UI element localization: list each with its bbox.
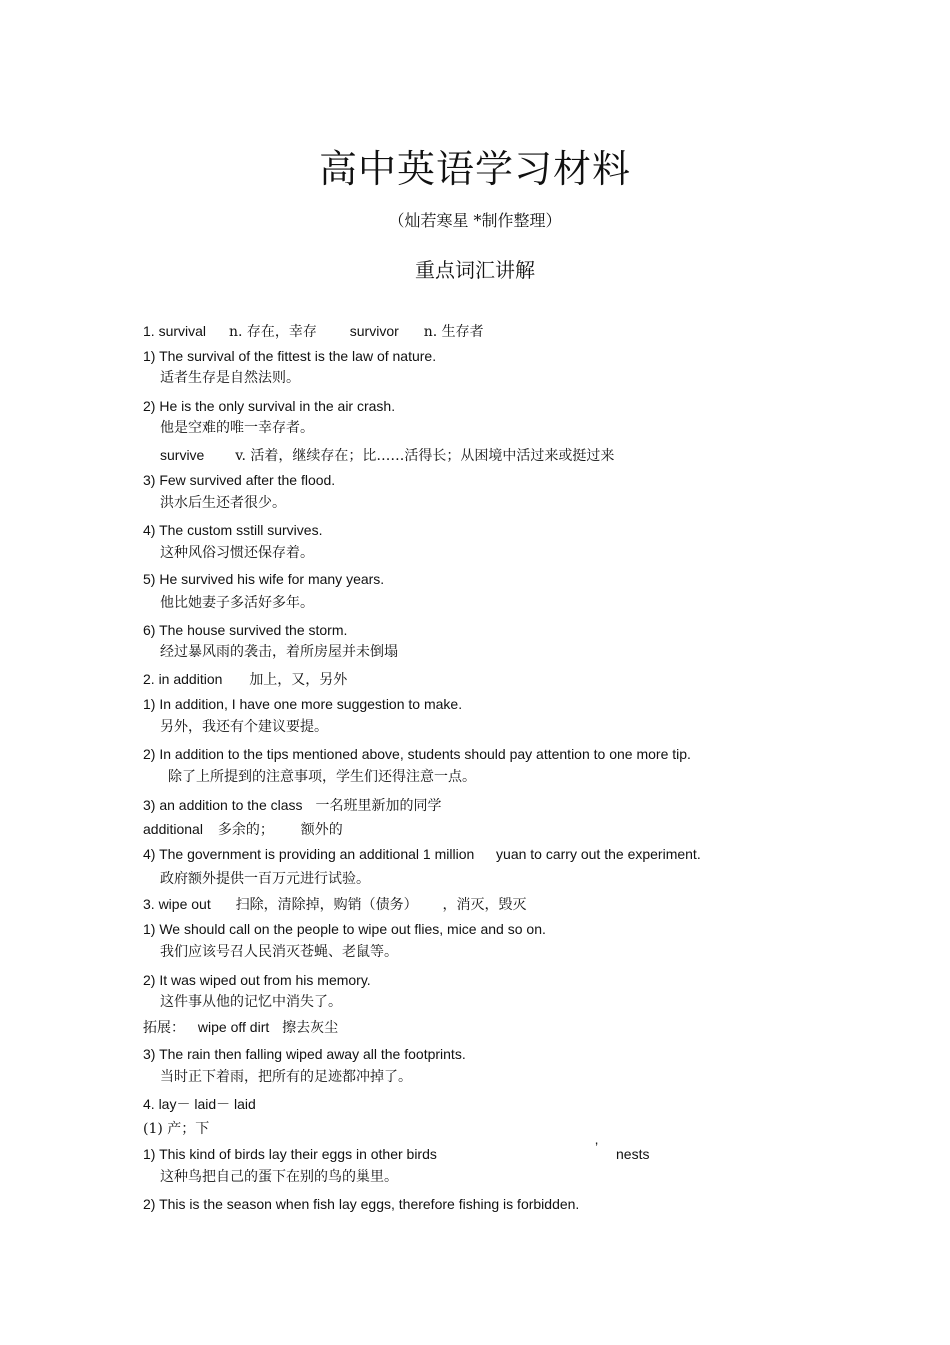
sentence-part: yuan to carry out the experiment. [496,846,701,862]
entry-heading-survival [143,322,484,341]
headword: survive [160,447,205,463]
apostrophe: ’ [595,1139,599,1155]
example-translation: 洪水后生还者很少。 [160,495,286,511]
definition: 多余的； [217,822,274,838]
example-translation: 这种鸟把自己的蛋下在别的鸟的巢里。 [160,1169,398,1185]
definition: n. 存在，幸存 [228,324,317,340]
entry-subheading-survive [160,446,614,465]
definition: 额外的 [300,822,343,838]
example-sentence: 4) The custom sstill survives. [143,522,323,538]
example-sentence: 3) The rain then falling wiped away all the footprints. [143,1046,466,1062]
example-sentence [143,845,701,863]
headword: 1. survival [143,323,207,339]
example-sentence: 3) Few survived after the flood. [143,472,336,488]
entry-heading-wipe-out [143,895,527,914]
headword: 2. in addition [143,671,223,687]
example-sentence: 2) In addition to the tips mentioned above, students should pay attention to one more tip. [143,746,691,762]
headword: 3. wipe out [143,896,211,912]
example-translation: 适者生存是自然法则。 [160,370,300,386]
entry-heading-lay: 4. lay－ laid－ laid [143,1096,256,1112]
example-translation: 除了上所提到的注意事项，学生们还得注意一点。 [168,769,476,785]
sense-heading: (1) 产；下 [143,1121,210,1137]
example-translation: 这件事从他的记忆中消失了。 [160,994,342,1010]
example-translation: 当时正下着雨，把所有的足迹都冲掉了。 [160,1069,412,1085]
entry-subheading-additional [143,820,343,839]
extension-note [143,1018,338,1037]
definition: v. 活着，继续存在；比……活得长；从困境中活过来或挺过来 [235,448,615,464]
sentence-part: 4) The government is providing an additional 1 million [143,846,475,862]
example-sentence: 6) The house survived the storm. [143,622,348,638]
extension-label: 拓展： [143,1020,185,1036]
example-translation: 我们应该号召人民消灭苍蝇、老鼠等。 [160,944,398,960]
phrase: 3) an addition to the class [143,797,303,813]
document-subtitle: （灿若寒星 *制作整理） [388,211,562,230]
example-sentence: 5) He survived his wife for many years. [143,571,385,587]
example-sentence: 1) In addition, I have one more suggestion to make. [143,696,463,712]
example-sentence: 1) This kind of birds lay their eggs in other birds [143,1146,437,1162]
example-sentence: 2) It was wiped out from his memory. [143,972,371,988]
entry-heading-in-addition [143,670,347,689]
sentence-part: nests [616,1146,650,1162]
example-translation: 他是空难的唯一幸存者。 [160,420,314,436]
definition: 加上，又，另外 [249,672,348,688]
headword: additional [143,821,203,837]
example-sentence: 1) The survival of the fittest is the law of nature. [143,348,437,364]
headword: survivor [349,323,399,339]
example-translation: 经过暴风雨的袭击，着所房屋并未倒塌 [160,644,398,660]
phrase: wipe off dirt [197,1019,270,1035]
example-sentence: 2) He is the only survival in the air crash. [143,398,396,414]
example-translation: 政府额外提供一百万元进行试验。 [160,871,370,887]
document-title: 高中英语学习材料 [318,147,631,191]
definition: ，消灭，毁灭 [442,897,527,913]
example-translation: 他比她妻子多活好多年。 [160,595,314,611]
example-translation: 这种风俗习惯还保存着。 [160,545,314,561]
phrase-translation: 一名班里新加的同学 [315,798,442,814]
example-phrase [143,796,441,815]
example-sentence: 2) This is the season when fish lay eggs, therefore fishing is forbidden. [143,1196,580,1212]
definition: 扫除，清除掉，购销（债务） [235,897,418,913]
phrase-translation: 擦去灰尘 [282,1020,339,1036]
example-translation: 另外，我还有个建议要提。 [160,719,328,735]
section-heading: 重点词汇讲解 [415,258,535,282]
definition: n. 生存者 [423,324,484,340]
example-sentence: 1) We should call on the people to wipe out flies, mice and so on. [143,921,546,937]
